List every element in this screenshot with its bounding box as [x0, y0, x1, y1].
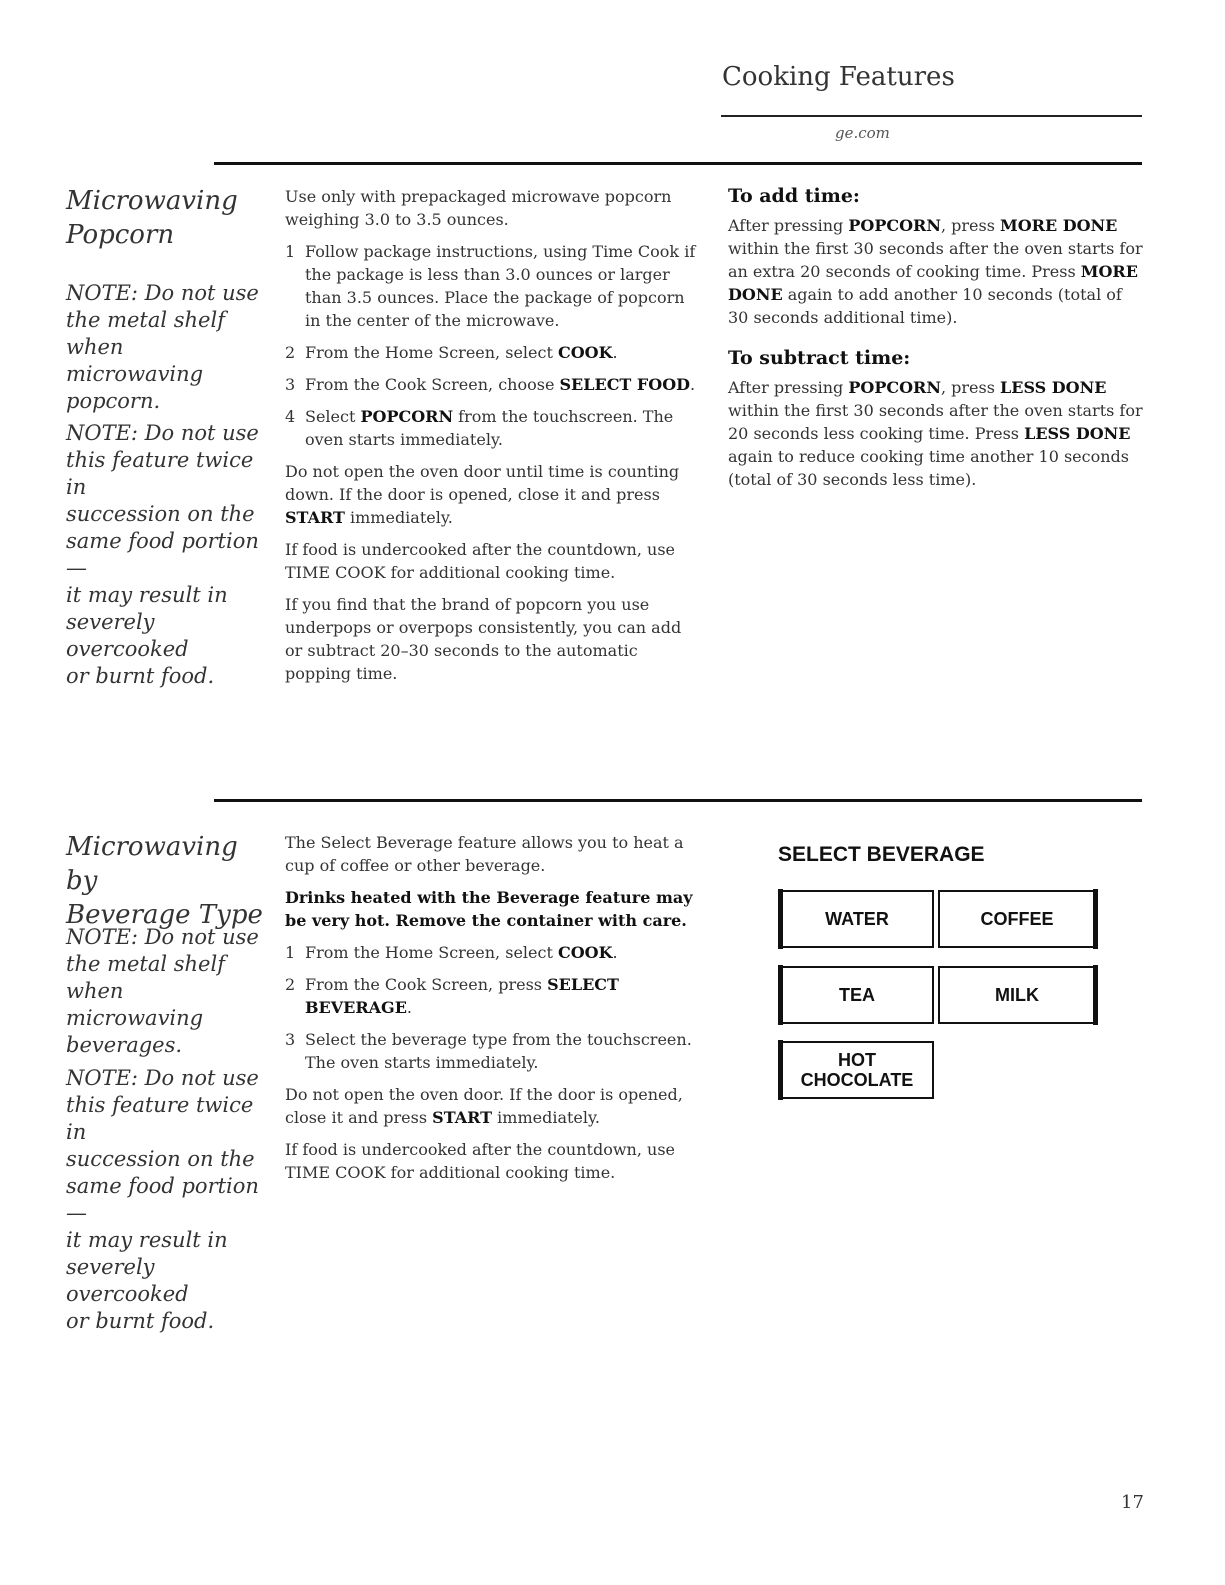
beverage-step-2: 2 From the Cook Screen, press SELECT BEVERAGE. — [285, 975, 619, 1017]
select-beverage-screen-title: SELECT BEVERAGE — [778, 843, 985, 866]
popcorn-note-twice: NOTE: Do not use this feature twice in succession on the same food portion— it may result in severely overcooked or burnt food. — [66, 421, 259, 688]
popcorn-section-title: Microwaving Popcorn — [66, 186, 238, 250]
popcorn-intro: Use only with prepackaged microwave popcorn weighing 3.0 to 3.5 ounces. — [285, 187, 672, 229]
beverage-instructions — [285, 831, 695, 1193]
popcorn-instructions — [285, 185, 697, 694]
site-url: ge.com — [835, 124, 890, 142]
page-number: 17 — [1121, 1492, 1144, 1513]
popcorn-step-1: 1 Follow package instructions, using Time Cook if the package is less than 3.0 ounces or larger than 3.5 ounces. Place the package of popcorn in the center of the microwave. — [285, 242, 696, 330]
hot-chocolate-button[interactable]: HOT CHOCOLATE — [780, 1041, 934, 1099]
beverage-note-shelf: NOTE: Do not use the metal shelf when microwaving beverages. — [66, 925, 259, 1057]
add-time-heading: To add time: — [728, 185, 860, 207]
popcorn-undercooked: If food is undercooked after the countdown, use TIME COOK for additional cooking time. — [285, 540, 675, 582]
tea-button[interactable]: TEA — [780, 966, 934, 1024]
beverage-undercooked: If food is undercooked after the countdown, use TIME COOK for additional cooking time. — [285, 1140, 675, 1182]
header-rule — [721, 115, 1142, 117]
popcorn-brand-tip: If you find that the brand of popcorn you use underpops or overpops consistently, you can add or subtract 20–30 seconds to the automatic popping time. — [285, 595, 682, 683]
subtract-time-heading: To subtract time: — [728, 347, 911, 369]
beverage-step-3: 3 Select the beverage type from the touchscreen. The oven starts immediately. — [285, 1030, 692, 1072]
section-divider-middle — [214, 799, 1142, 802]
page-title: Cooking Features — [722, 62, 955, 92]
milk-button[interactable]: MILK — [938, 966, 1096, 1024]
beverage-door-warning: Do not open the oven door. If the door is opened, close it and press START immediately. — [285, 1085, 683, 1127]
coffee-button[interactable]: COFFEE — [938, 890, 1096, 948]
beverage-note-twice: NOTE: Do not use this feature twice in succession on the same food portion— it may result in severely overcooked or burnt food. — [66, 1066, 259, 1333]
section-divider-top — [214, 162, 1142, 165]
popcorn-note-shelf: NOTE: Do not use the metal shelf when microwaving popcorn. — [66, 281, 259, 413]
beverage-section-title: Microwaving by Beverage Type — [66, 832, 263, 930]
subtract-time-text: After pressing POPCORN, press LESS DONE within the first 30 seconds after the oven starts for 20 seconds less cooking time. Press LESS DONE again to reduce cooking time another 10 seconds (total of 30 seconds less time). — [728, 378, 1143, 489]
popcorn-door-warning: Do not open the oven door until time is counting down. If the door is opened, close it and press START immediately. — [285, 462, 680, 527]
beverage-intro: The Select Beverage feature allows you to heat a cup of coffee or other beverage. — [285, 833, 684, 875]
add-time-text: After pressing POPCORN, press MORE DONE within the first 30 seconds after the oven starts for an extra 20 seconds of cooking time. Press MORE DONE again to add another 10 seconds (total of 30 seconds additional time). — [728, 216, 1143, 327]
water-button[interactable]: WATER — [780, 890, 934, 948]
beverage-hot-warning: Drinks heated with the Beverage feature may be very hot. Remove the container with care. — [285, 888, 693, 930]
popcorn-step-4: 4 Select POPCORN from the touchscreen. The oven starts immediately. — [285, 407, 674, 449]
popcorn-time-adjust — [728, 185, 1144, 500]
beverage-step-1: 1 From the Home Screen, select COOK. — [285, 943, 618, 962]
popcorn-step-3: 3 From the Cook Screen, choose SELECT FOOD. — [285, 375, 696, 394]
popcorn-step-2: 2 From the Home Screen, select COOK. — [285, 343, 618, 362]
